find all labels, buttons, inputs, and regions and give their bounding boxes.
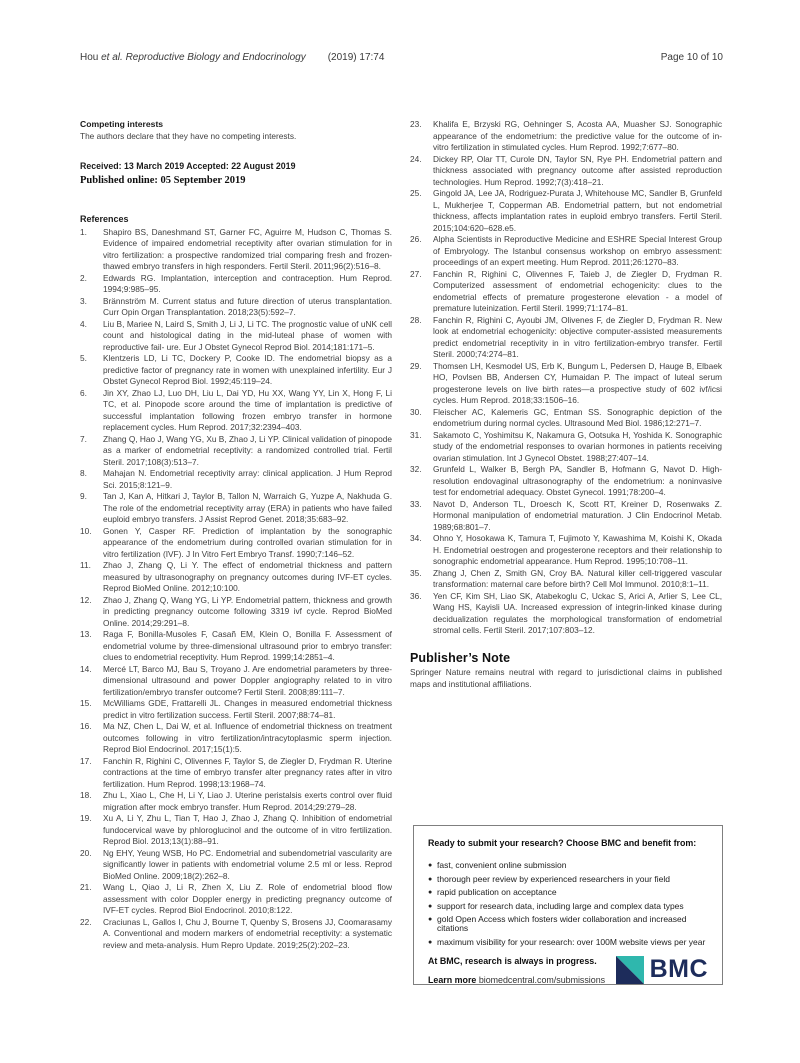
reference-text: Craciunas L, Gallos I, Chu J, Bourne T, Quenby S, Brosens JJ, Coomarasamy A. Conventional and modern markers of endometrial receptivity: a systematic review and meta-analysis. Hum Repro Update. 2019;25(2):202–23. [103,916,392,950]
reference-text: Zhang Q, Hao J, Wang YG, Xu B, Zhao J, Li YP. Clinical validation of pinopode as a marker of endometrial receptivity: a randomized controlled trial. Fertil Steril. 2017;108(3):513–7. [103,433,392,467]
reference-item [80,526,392,561]
reference-text: Zhao J, Zhang Q, Li Y. The effect of endometrial thickness and pattern measured by ultrasonography on pregnancy outcomes during IVF-ET cycles. Reprod BioMed Online. 2012;10:100. [103,560,392,593]
reference-item [80,721,392,756]
reference-text: Gonen Y, Casper RF. Prediction of implantation by the sonographic appearance of the endometrium during controlled ovarian stimulation for in vitro fertilization (IVF). J In Vitro Fert Embryo Transf. 1990;7:146–52. [103,525,392,559]
reference-number: 5. [80,353,87,363]
reference-text: Khalifa E, Brzyski RG, Oehninger S, Acosta AA, Muasher SJ. Sonographic appearance of the endometrium: the predictive value for the outcome of in-vitro fertilization in stimulated cycles. Hum Reprod. 1992;7:677–80. [433,119,722,152]
reference-number: 32. [410,464,422,474]
reference-number: 18. [80,790,92,800]
reference-number: 30. [410,406,422,417]
reference-text: Gingold JA, Lee JA, Rodriguez-Purata J, Whitehouse MC, Sandler B, Grunfeld L, Mukherjee T, Copperman AB. Endometrial pattern, but not endometrial thickness, affects implantation rates in euploid embryo transfers. Fertil Steril. 2015;104:620–628.e5. [433,188,722,233]
reference-text: Brännström M. Current status and future direction of uterus transplantation. Curr Opin Organ Transplantation. 2018;23(5):592–7. [103,295,392,317]
bullet-icon: ● [428,875,433,883]
running-head [80,52,384,63]
reference-text: Alpha Scientists in Reproductive Medicine and ESHRE Special Interest Group of Embryology. The Istanbul consensus workshop on embryo assessment: proceedings of an expert meeting. Hum Reprod. 2011;26:1270–83. [433,234,722,267]
reference-number: 31. [410,429,422,440]
bmc-benefit-text: rapid publication on acceptance [437,887,557,898]
reference-number: 33. [410,498,422,509]
bullet-icon: ● [428,938,433,946]
reference-number: 27. [410,268,422,279]
reference-text: Klentzeris LD, Li TC, Dockery P, Cooke ID. The endometrial biopsy as a predictive factor of pregnancy rate in women with unexplained infertility. Eur J Obstet Gynecol Reprod Biol. 1992;45:119–24. [103,353,392,386]
reference-item [80,664,392,699]
reference-item [410,591,722,637]
reference-item [80,388,392,434]
bmc-box-title: Ready to submit your research? Choose BMC and benefit from: [428,838,697,848]
reference-number: 12. [80,594,92,605]
reference-item [410,315,722,361]
reference-text: Grunfeld L, Walker B, Bergh PA, Sandler B, Hofmann G, Navot D. High-resolution endovaginal ultrasonography of the endometrium: a noninvasive test for endometrial adequacy. Obstet Gynecol. 1991;78:200–4. [433,464,722,497]
reference-item [80,756,392,791]
reference-number: 16. [80,721,92,731]
reference-text: Fanchin R, Righini C, Ayoubi JM, Olivenes F, de Ziegler D, Frydman R. New look at endometrial echogenicity: objective computer-assisted measurements predict endometrial receptivity in in vitro fertilization-embryo transfer. Fertil Steril. 2000;74:274–81. [433,314,722,359]
reference-text: Ohno Y, Hosokawa K, Tamura T, Fujimoto Y, Kawashima M, Koishi K, Okada H. Endometrial oestrogen and progesterone receptors and their relationship to sonographic endometrial appearance. Hum Reprod. 1995;10:708–11. [433,533,722,566]
reference-text: McWilliams GDE, Frattarelli JL. Changes in measured endometrial thickness predict in vitro fertilization success. Fertil Steril. 2007;88:74–81. [103,698,392,720]
reference-item [80,296,392,319]
bmc-submission-box [413,825,723,985]
page-header [80,52,723,63]
reference-number: 36. [410,590,422,601]
bullet-icon: ● [428,902,433,910]
page-number: Page 10 of 10 [660,52,723,63]
references-title: References [80,214,129,224]
reference-number: 10. [80,525,92,536]
received-accepted-line: Received: 13 March 2019 Accepted: 22 August 2019 [80,161,296,171]
reference-text: Xu A, Li Y, Zhu L, Tian T, Hao J, Zhao J, Zhang Q. Inhibition of endometrial fundocervical wave by phloroglucinol and the outcome of in vitro fertilization. Reprod Biol. 2013;13(1):88–91. [103,813,392,846]
reference-number: 1. [80,226,87,237]
reference-item [410,188,722,234]
reference-item [80,227,392,273]
learn-more-link[interactable]: biomedcentral.com/submissions [478,974,606,985]
reference-number: 24. [410,153,422,164]
bmc-benefit-item [428,888,708,897]
reference-number: 6. [80,387,87,398]
bmc-benefit-item [428,861,708,870]
reference-number: 13. [80,629,92,639]
bmc-benefit-item [428,915,708,933]
bullet-icon: ● [428,862,433,869]
reference-text: Thomsen LH, Kesmodel US, Erb K, Bungum L, Pedersen D, Hauge B, Elbaek HO, Povlsen BB, Andersen CY, Humaidan P. The impact of luteal serum progesterone levels on live birth rates—a prospective study of 602 ivf/icsi cycles. Hum Reprod. 2018;33:1506–16. [433,360,722,405]
bmc-benefits-list [428,861,708,947]
reference-number: 34. [410,533,422,543]
published-online-line: Published online: 05 September 2019 [80,174,246,186]
reference-item [80,560,392,595]
reference-item [80,273,392,296]
reference-number: 20. [80,847,92,858]
reference-number: 9. [80,491,87,501]
reference-text: Zhang J, Chen Z, Smith GN, Croy BA. Natural killer cell-triggered vascular transformation: maternal care before birth? Cell Mol Immunol. 2010;8:1–11. [433,567,722,589]
reference-text: Wang L, Qiao J, Li R, Zhen X, Liu Z. Role of endometrial blood flow assessment with color Doppler energy in predicting pregnancy outcome of IVF-ET cycles. Reprod Biol Endocrinol. 2010;8:122. [103,882,392,915]
reference-item [410,464,722,499]
reference-item [410,568,722,591]
reference-text: Yen CF, Kim SH, Liao SK, Atabekoglu C, Uckac S, Arici A, Arlier S, Lee CL, Wang HS, Kayisli UA. Increased expression of integrin-linked kinase during decidualization regulates the morphological transformation of endometrial stromal cells. Fertil Steril. 2017;107:803–12. [433,590,722,635]
reference-item [80,434,392,469]
running-head-issue: (2019) 17:74 [327,52,385,63]
reference-number: 28. [410,314,422,325]
reference-item [80,882,392,917]
reference-number: 15. [80,698,92,708]
bmc-benefit-item [428,938,708,947]
reference-number: 25. [410,188,422,198]
bmc-tagline: At BMC, research is always in progress. [428,955,597,966]
publishers-note-body: Springer Nature remains neutral with regard to jurisdictional claims in published maps and institutional affiliations. [410,667,722,689]
reference-item [410,430,722,465]
left-column [80,119,392,951]
reference-text: Raga F, Bonilla-Musoles F, Casañ EM, Klein O, Bonilla F. Assessment of endometrial volume by three-dimensional ultrasound prior to embryo transfer: clues to endometrial receptivity. Hum Reprod. 1999;14:2851–4. [103,629,392,662]
reference-text: Edwards RG. Implantation, interception and contraception. Hum Reprod. 1994;9:985–95. [103,272,392,294]
reference-number: 29. [410,360,422,371]
bmc-box-footer [428,956,708,985]
reference-text: Shapiro BS, Daneshmand ST, Garner FC, Aguirre M, Hudson C, Thomas S. Evidence of impaired endometrial receptivity after ovarian stimulation for in vitro fertilization: a prospective randomized trial comparing fresh and frozen-thawed embryo transfers in high responders. Fertil Steril. 2011;96(2):516–8. [103,226,392,271]
bmc-footer-text [428,956,605,985]
reference-number: 8. [80,468,87,478]
reference-text: Fleischer AC, Kalemeris GC, Entman SS. Sonographic depiction of the endometrium during normal cycles. Ultrasound Med Biol. 1986;12:271–7. [433,406,722,428]
reference-number: 22. [80,916,92,927]
learn-more-label: Learn more [428,974,477,985]
reference-item [80,468,392,491]
reference-item [410,361,722,407]
reference-item [80,353,392,388]
reference-number: 3. [80,295,87,306]
reference-item [410,119,722,154]
reference-item [80,491,392,526]
reference-text: Liu B, Mariee N, Laird S, Smith J, Li J, Li TC. The prognostic value of uNK cell count and histological dating in the mid-luteal phase of women with reproductive fail- ure. Eur J Obstet Gynecol Reprod Biol. 2014;181:171–5. [103,318,392,352]
reference-number: 11. [80,560,91,570]
reference-text: Mahajan N. Endometrial receptivity array: clinical application. J Hum Reprod Sci. 2015;8:121–9. [103,468,392,490]
reference-number: 7. [80,433,87,444]
reference-item [80,698,392,721]
competing-interests-body: The authors declare that they have no competing interests. [80,130,297,141]
reference-item [80,813,392,848]
reference-text: Ma NZ, Chen L, Dai W, et al. Influence of endometrial thickness on treatment outcomes following in vitro fertilization/intracytoplasmic sperm injection. Reprod Biol Endocrinol. 2017;15(1):5. [103,721,392,754]
bullet-icon: ● [428,889,433,897]
references-list-left [80,227,392,952]
reference-text: Fanchin R, Righini C, Olivennes F, Taylor S, de Ziegler D, Frydman R. Uterine contractions at the time of embryo transfer alter pregnancy rates after in vitro fertilization. Hum Reprod. 1998;13:1968–74. [103,755,392,789]
reference-item [410,234,722,269]
bmc-logo-icon [616,956,644,984]
reference-item [80,790,392,813]
bmc-benefit-text: gold Open Access which fosters wider collaboration and increased citations [437,914,687,934]
reference-number: 19. [80,813,92,823]
bmc-benefit-text: fast, convenient online submission [437,860,567,870]
reference-number: 21. [80,882,92,892]
reference-text: Jin XY, Zhao LJ, Luo DH, Liu L, Dai YD, Hu XX, Wang YY, Lin X, Hong F, Li TC, et al. Pinopode score around the time of implantation is predictive of successful implantation following frozen embryo transfer in hormone replacement cycles. Hum Reprod. 2017;32:2394–403. [103,387,392,432]
reference-item [410,269,722,315]
reference-number: 35. [410,567,422,578]
reference-text: Tan J, Kan A, Hitkari J, Taylor B, Tallon N, Warraich G, Yuzpe A, Nakhuda G. The role of the endometrial receptivity array (ERA) in patients who have failed euploid embryo transfers. J Assist Reprod Genet. 2018;35:683–92. [103,491,392,524]
bmc-logo [616,956,708,984]
reference-number: 2. [80,272,87,283]
reference-item [80,629,392,664]
learn-more-line [428,975,605,985]
reference-number: 4. [80,318,87,329]
reference-item [80,848,392,883]
reference-item [410,407,722,430]
reference-text: Ng EHY, Yeung WSB, Ho PC. Endometrial and subendometrial vascularity are significantly lower in patients with endometrial volume 2.5 ml or less. Reprod BioMed Online. 2009;18(2):262–8. [103,847,392,881]
reference-text: Mercé LT, Barco MJ, Bau S, Troyano J. Are endometrial parameters by three-dimensional ultrasound and power Doppler angiography related to in vitro fertilization/embryo transfer outcome? Fertil Steril. 2008;89:111–7. [103,663,392,697]
reference-text: Zhu L, Xiao L, Che H, Li Y, Liao J. Uterine peristalsis exerts control over fluid migration after mock embryo transfer. Hum Reprod. 2014;29:279–28. [103,790,392,812]
running-head-journal: et al. Reproductive Biology and Endocrinology [101,52,306,63]
reference-item [80,595,392,630]
reference-number: 23. [410,119,422,129]
reference-item [410,499,722,534]
bullet-icon: ● [428,916,433,924]
reference-number: 26. [410,234,422,244]
bmc-benefit-item [428,875,708,884]
reference-number: 14. [80,663,92,674]
reference-text: Navot D, Anderson TL, Droesch K, Scott RT, Kreiner D, Rosenwaks Z. Hormonal manipulation of endometrial maturation. J Clin Endocrinol Metab. 1989;68:801–7. [433,498,722,532]
reference-text: Zhao J, Zhang Q, Wang YG, Li YP. Endometrial pattern, thickness and growth in predicting pregnancy outcome following 3319 ivf cycle. Reprod BioMed Online. 2014;29:291–8. [103,594,392,628]
reference-text: Fanchin R, Righini C, Olivennes F, Taieb J, de Ziegler D, Frydman R. Computerized assessment of endometrial echogenicity: clues to the endometrial effects of premature progesterone elevation - a model of premature luteinization. Fertil Steril. 1999;71:174–81. [433,268,722,313]
reference-number: 17. [80,755,92,766]
reference-text: Dickey RP, Olar TT, Curole DN, Taylor SN, Rye PH. Endometrial pattern and thickness associated with pregnancy outcome after assisted reproduction technologies. Hum Reprod. 1992;7(3):418–21. [433,153,722,187]
references-list-right [410,119,722,637]
reference-item [410,154,722,189]
bmc-benefit-text: support for research data, including large and complex data types [437,900,684,911]
running-head-authors: Hou [80,52,102,63]
reference-text: Sakamoto C, Yoshimitsu K, Nakamura G, Ootsuka H, Yoshida K. Sonographic study of the endometrial responses to ovarian hormones in patients receiving ovarian stimulation. Int J Gynecol Obstet. 1988;27:407–14. [433,429,722,463]
reference-item [80,917,392,952]
bmc-benefit-text: thorough peer review by experienced researchers in your field [437,873,670,884]
publishers-note-title: Publisher’s Note [410,650,511,665]
reference-item [80,319,392,354]
competing-interests-title: Competing interests [80,119,164,129]
bmc-benefit-text: maximum visibility for your research: over 100M website views per year [437,936,706,947]
reference-item [410,533,722,568]
bmc-benefit-item [428,902,708,911]
bmc-logo-text: BMC [649,955,708,984]
